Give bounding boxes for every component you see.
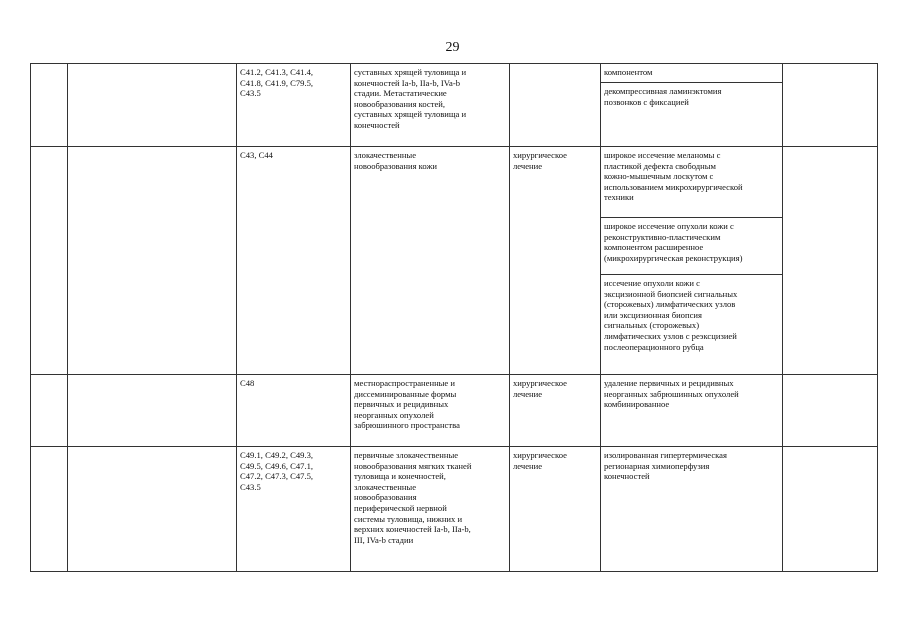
icd-codes-cell: C41.2, C41.3, C41.4, C41.8, C41.9, C79.5, C43.5: [237, 64, 351, 147]
icd-codes-cell: C48: [237, 375, 351, 447]
patient-model-cell: первичные злокачественные новообразования мягких тканей туловища и конечностей, злокачественные новообразования периферической нервной системы туловища, нижних и верхних конечностей Ia-b, IIa-b, III, IVa-b стадии: [351, 447, 510, 572]
treatment-type-cell: хирургическое лечение: [510, 447, 601, 572]
service-name-cell: [68, 64, 237, 147]
table-row: [31, 147, 878, 218]
table-row: [31, 375, 878, 447]
table-row: [31, 447, 878, 572]
service-name-cell: [68, 447, 237, 572]
treatment-type-cell: хирургическое лечение: [510, 375, 601, 447]
icd-codes-cell: C43, C44: [237, 147, 351, 375]
patient-model-cell: злокачественные новообразования кожи: [351, 147, 510, 375]
treatment-method-cell: широкое иссечение опухоли кожи с реконструктивно-пластическим компонентом расширенное (микрохирургическая реконструкция): [601, 218, 783, 275]
row-number-cell: [31, 375, 68, 447]
treatment-type-cell: [510, 64, 601, 147]
patient-model-cell: суставных хрящей туловища и конечностей Ia-b, IIa-b, IVa-b стадии. Метастатические новообразования костей, суставных хрящей туловища и конечностей: [351, 64, 510, 147]
norm-cost-cell: [783, 375, 878, 447]
service-name-cell: [68, 375, 237, 447]
row-number-cell: [31, 447, 68, 572]
treatment-method-cell: компонентом: [601, 64, 783, 83]
page-number: 29: [445, 40, 460, 55]
treatment-method-cell: иссечение опухоли кожи с эксцизионной биопсией сигнальных (сторожевых) лимфатических узлов или эксцизионная биопсия сигнальных (сторожевых) лимфатических узлов с реэксцизией послеоперационного рубца: [601, 275, 783, 375]
norm-cost-cell: [783, 447, 878, 572]
treatment-method-cell: широкое иссечение меланомы с пластикой дефекта свободным кожно-мышечным лоскутом с использованием микрохирургической техники: [601, 147, 783, 218]
treatment-type-cell: хирургическое лечение: [510, 147, 601, 375]
table-row: [31, 64, 878, 83]
row-number-cell: [31, 147, 68, 375]
patient-model-cell: местнораспространенные и диссеминированные формы первичных и рецидивных неорганных опухолей забрюшинного пространства: [351, 375, 510, 447]
icd-codes-cell: C49.1, C49.2, C49.3, C49.5, C49.6, C47.1, C47.2, C47.3, C47.5, C43.5: [237, 447, 351, 572]
service-name-cell: [68, 147, 237, 375]
norm-cost-cell: [783, 147, 878, 375]
medical-services-table: [30, 63, 878, 572]
treatment-method-cell: удаление первичных и рецидивных неорганных забрюшинных опухолей комбинированное: [601, 375, 783, 447]
norm-cost-cell: [783, 64, 878, 147]
treatment-method-cell: декомпрессивная ламинэктомия позвонков с фиксацией: [601, 83, 783, 147]
treatment-method-cell: изолированная гипертермическая регионарная химиоперфузия конечностей: [601, 447, 783, 572]
row-number-cell: [31, 64, 68, 147]
